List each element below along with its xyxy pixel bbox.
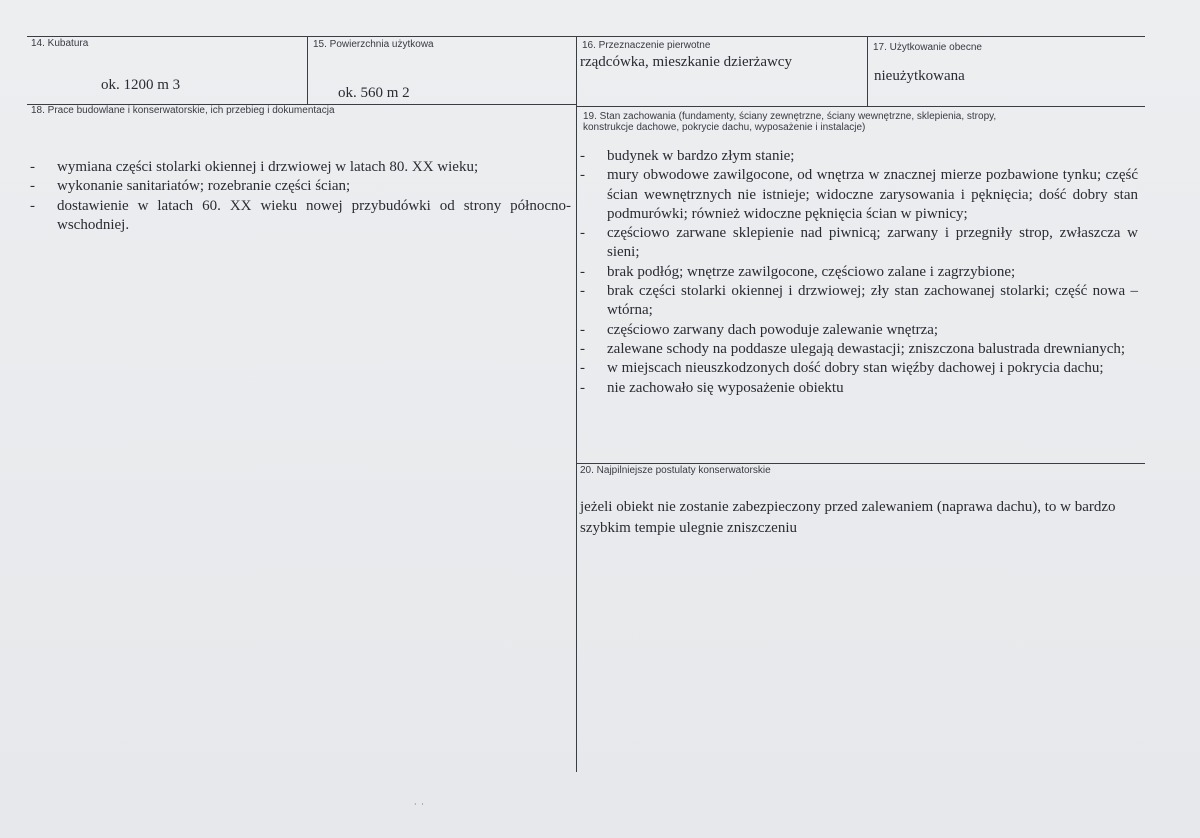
list-item: - wymiana części stolarki okiennej i drzwiowej w latach 80. XX wieku; <box>30 158 571 177</box>
field-19-list <box>580 147 1138 398</box>
field-14-value: ok. 1200 m 3 <box>101 77 181 93</box>
list-item: - w miejscach nieuszkodzonych dość dobry stan więźby dachowej i pokrycia dachu; <box>580 359 1138 378</box>
field-19-label-line1: 19. Stan zachowania (fundamenty, ściany zewnętrzne, ściany wewnętrzne, sklepienia, stropy, <box>583 111 997 122</box>
list-item: - brak podłóg; wnętrze zawilgocone, częściowo zalane i zagrzybione; <box>580 263 1138 282</box>
field-16-value: rządcówka, mieszkanie dzierżawcy <box>580 54 792 70</box>
list-item: - częściowo zarwany dach powoduje zalewanie wnętrza; <box>580 321 1138 340</box>
field-17-label: 17. Użytkowanie obecne <box>873 42 982 53</box>
field-17-value: nieużytkowana <box>874 68 965 84</box>
list-item: - częściowo zarwane sklepienie nad piwnicą; zarwany i przegniły strop, zwłaszcza w sieni; <box>580 224 1138 263</box>
divider-main <box>576 36 577 772</box>
list-item: - budynek w bardzo złym stanie; <box>580 147 1138 166</box>
top-rule <box>27 36 1145 37</box>
field-14-label: 14. Kubatura <box>31 38 89 49</box>
field-15-label: 15. Powierzchnia użytkowa <box>313 39 434 50</box>
field-15-value: ok. 560 m 2 <box>338 85 410 101</box>
list-item: - zalewane schody na poddasze ulegają dewastacji; zniszczona balustrada drewnianych; <box>580 340 1138 359</box>
list-item: - wykonanie sanitariatów; rozebranie części ścian; <box>30 177 571 196</box>
field-18-label: 18. Prace budowlane i konserwatorskie, ich przebieg i dokumentacja <box>31 105 335 116</box>
scan-specks: · · <box>414 800 425 809</box>
section20-top-rule <box>576 463 1145 464</box>
list-item: - mury obwodowe zawilgocone, od wnętrza w znacznej mierze pozbawione tynku; część ścian wewnętrznych nie istnieje; widoczne zarysowania i pęknięcia; dość dobry stan podmurówki; również widoczne pęknięcia ścian w piwnicy; <box>580 166 1138 224</box>
list-item: - brak części stolarki okiennej i drzwiowej; zły stan zachowanej stolarki; część nowa – wtórna; <box>580 282 1138 321</box>
field-20-text: jeżeli obiekt nie zostanie zabezpieczony przed zalewaniem (naprawa dachu), to w bardzo szybkim tempie ulegnie zniszczeniu <box>580 499 1116 536</box>
divider-16-17 <box>867 36 868 106</box>
list-item: - nie zachowało się wyposażenie obiektu <box>580 379 1138 398</box>
field-16-label: 16. Przeznaczenie pierwotne <box>582 40 711 51</box>
field-18-list <box>30 158 571 235</box>
field-19-label-line2: konstrukcje dachowe, pokrycie dachu, wyposażenie i instalacje) <box>583 122 866 133</box>
list-item: - dostawienie w latach 60. XX wieku nowej przybudówki od strony północno-wschodniej. <box>30 197 571 236</box>
field-20-label: 20. Najpilniejsze postulaty konserwatorskie <box>580 465 771 476</box>
row1-bottom-rule-right <box>576 106 1145 107</box>
divider-14-15 <box>307 36 308 104</box>
